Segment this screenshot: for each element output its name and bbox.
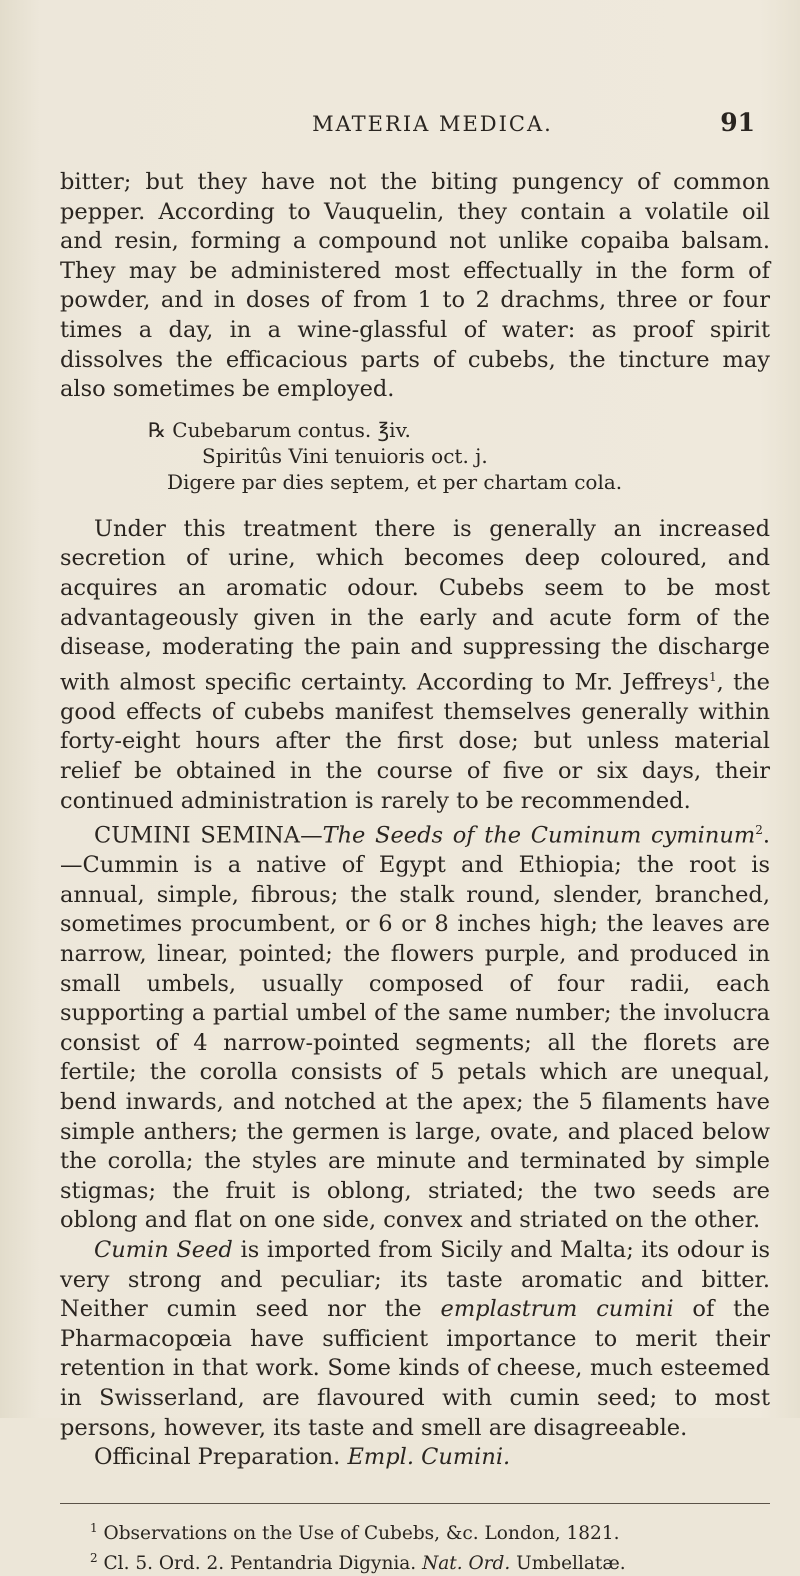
prescription-block [60, 417, 770, 495]
footnote-2-mark: 2 [90, 1550, 98, 1565]
cumin-seed-text-a: is imported from Sicily and Malta; its odour is very strong and peculiar; its taste aromatic and bitter. Neither cumin seed nor the [60, 1237, 770, 1323]
officinal-value: Empl. Cumini. [347, 1444, 511, 1471]
footnote-2-end: Umbellatæ. [510, 1553, 626, 1575]
paragraph-cumini-semina [60, 816, 770, 1236]
officinal-preparation [60, 1443, 770, 1473]
cumini-latin-title: The Seeds of the Cuminum cyminum [322, 822, 756, 849]
prescription-line-2: Spiritûs Vini tenuioris oct. j. [202, 443, 488, 468]
footnote-2-nat-ord: Nat. Ord. [422, 1553, 511, 1575]
page-header [110, 108, 755, 142]
running-title: MATERIA MEDICA. [312, 112, 553, 136]
footnote-2-text: Cl. 5. Ord. 2. Pentandria Digynia. [97, 1553, 423, 1575]
page-body [60, 168, 770, 1576]
cumini-heading: CUMINI SEMINA [94, 822, 301, 849]
footnote-1-text: Observations on the Use of Cubebs, &c. London, 1821. [97, 1522, 620, 1544]
prescription-line-1: ℞ Cubebarum contus. ℥iv. [148, 417, 411, 442]
footnote-2 [60, 1546, 770, 1576]
footnote-1 [60, 1516, 770, 1546]
cumin-seed-lead: Cumin Seed [94, 1237, 233, 1263]
page-number: 91 [720, 108, 755, 137]
cumini-dash: — [300, 822, 323, 849]
officinal-label: Officinal Preparation. [94, 1444, 341, 1471]
footnote-1-mark: 1 [90, 1520, 98, 1535]
footnote-ref-2: 2 [755, 823, 763, 838]
paragraph-treatment [60, 515, 770, 816]
paragraph-cubebs-continued: bitter; but they have not the biting pungency of common pepper. According to Vauquelin, they contain a volatile oil and resin, forming a compound not unlike copaiba balsam. They may be administered most effectually in the form of powder, and in doses of from 1 to 2 drachms, three or four times a day, in a wine-glassful of water: as proof spirit dissolves the efficacious parts of cubebs, the tincture may also sometimes be employed. [60, 169, 770, 403]
treatment-text-b: , the good effects of cubebs manifest themselves generally within forty-eight hours after the first dose; but unless material relief be obtained in the course of five or six days, their continued administration is rarely to be recommended. [60, 669, 770, 814]
emplastrum-term: emplastrum cumini [440, 1296, 674, 1323]
treatment-text-a: Under this treatment there is generally an increased secretion of urine, which becomes deep coloured, and acquires an aromatic odour. Cubebs seem to be most advantageously given in the early and acute form of the disease, moderating the pain and suppressing the discharge with almost specific certainty. According to Mr. Jeffreys [60, 515, 770, 696]
footnote-ref-1: 1 [708, 669, 717, 684]
cumini-description: .—Cummin is a native of Egypt and Ethiopia; the root is annual, simple, fibrous; the stalk round, slender, branched, sometimes procumbent, or 6 or 8 inches high; the leaves are narrow, linear, pointed; the flowers purple, and produced in small umbels, usually composed of four radii, each supporting a partial umbel of the same number; the involucra consist of 4 narrow-pointed segments; all the florets are fertile; the corolla consists of 5 petals which are unequal, bend inwards, and notched at the apex; the 5 filaments have simple anthers; the germen is large, ovate, and placed below the corolla; the styles are minute and terminated by simple stigmas; the fruit is oblong, striated; the two seeds are oblong and flat on one side, convex and striated on the other. [60, 822, 770, 1234]
cumin-seed-text-b: of the Pharmacopœia have sufficient importance to merit their retention in that work. Some kinds of cheese, much esteemed in Swisserland, are flavoured with cumin seed; to most persons, however, its taste and smell are disagreeable. [60, 1296, 770, 1441]
paragraph-cumin-seed [60, 1236, 770, 1443]
footnote-divider [60, 1503, 770, 1504]
prescription-line-3: Digere par dies septem, et per chartam cola. [167, 469, 623, 494]
